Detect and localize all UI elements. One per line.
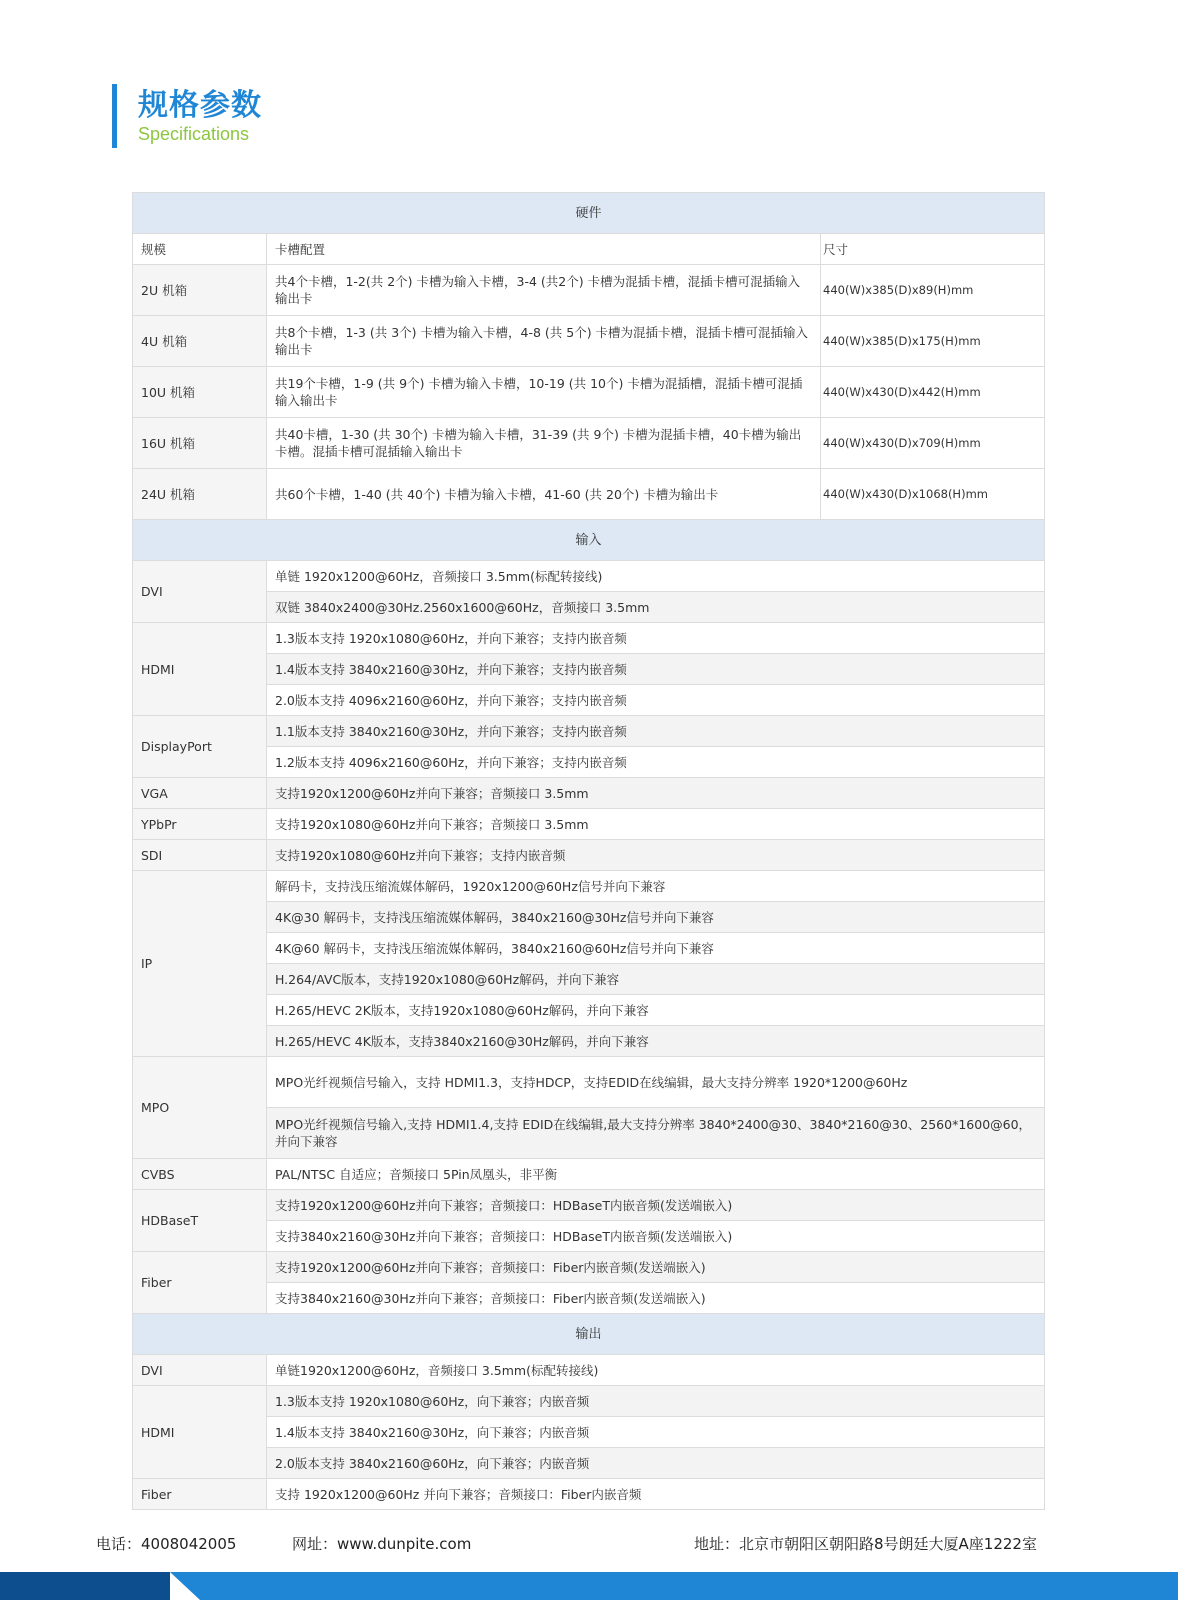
table-row — [133, 1283, 1045, 1314]
col-size: 尺寸 — [821, 234, 1045, 265]
slot-config: 共40卡槽，1-30 (共 30个) 卡槽为输入卡槽，31-39 (共 9个) 卡槽为混插卡槽，40卡槽为输出卡槽。混插卡槽可混插输入输出卡 — [267, 418, 821, 469]
table-row — [133, 778, 1045, 809]
chassis-size: 440(W)x430(D)x1068(H)mm — [821, 469, 1045, 520]
table-row — [133, 964, 1045, 995]
interface-spec: 4K@30 解码卡，支持浅压缩流媒体解码，3840x2160@30Hz信号并向下兼容 — [267, 902, 1045, 933]
slot-config: 共19个卡槽，1-9 (共 9个) 卡槽为输入卡槽，10-19 (共 10个) 卡槽为混插槽，混插卡槽可混插输入输出卡 — [267, 367, 821, 418]
chassis-name: 16U 机箱 — [133, 418, 267, 469]
page-title: 规格参数 — [138, 88, 262, 123]
chassis-size: 440(W)x385(D)x89(H)mm — [821, 265, 1045, 316]
footer-phone: 电话：4008042005 — [96, 1535, 237, 1553]
section-title: 硬件 — [133, 193, 1045, 234]
interface-spec: H.264/AVC版本，支持1920x1080@60Hz解码，并向下兼容 — [267, 964, 1045, 995]
table-row — [133, 469, 1045, 520]
interface-spec: 1.4版本支持 3840x2160@30Hz，并向下兼容；支持内嵌音频 — [267, 654, 1045, 685]
interface-spec: 1.2版本支持 4096x2160@60Hz，并向下兼容；支持内嵌音频 — [267, 747, 1045, 778]
table-row — [133, 1386, 1045, 1417]
footer-address: 地址：北京市朝阳区朝阳路8号朗廷大厦A座1222室 — [694, 1535, 1037, 1553]
interface-name: YPbPr — [133, 809, 267, 840]
section-title: 输出 — [133, 1314, 1045, 1355]
table-row — [133, 1221, 1045, 1252]
table-row — [133, 840, 1045, 871]
table-row — [133, 1355, 1045, 1386]
footer-band-dark — [0, 1572, 170, 1600]
interface-name: SDI — [133, 840, 267, 871]
interface-name: MPO — [133, 1057, 267, 1159]
table-row — [133, 685, 1045, 716]
interface-spec: 支持3840x2160@30Hz并向下兼容；音频接口：HDBaseT内嵌音频(发送端嵌入) — [267, 1221, 1045, 1252]
section-title: 输入 — [133, 520, 1045, 561]
interface-name: CVBS — [133, 1159, 267, 1190]
interface-name: DVI — [133, 561, 267, 623]
footer-website: 网址：www.dunpite.com — [292, 1535, 472, 1553]
title-accent-bar — [112, 84, 117, 148]
interface-spec: 支持1920x1200@60Hz并向下兼容；音频接口：Fiber内嵌音频(发送端嵌入) — [267, 1252, 1045, 1283]
interface-spec: 2.0版本支持 4096x2160@60Hz，并向下兼容；支持内嵌音频 — [267, 685, 1045, 716]
interface-name: VGA — [133, 778, 267, 809]
interface-spec: 1.4版本支持 3840x2160@30Hz，向下兼容；内嵌音频 — [267, 1417, 1045, 1448]
interface-spec: MPO光纤视频信号输入，支持 HDMI1.3，支持HDCP，支持EDID在线编辑，最大支持分辨率 1920*1200@60Hz — [267, 1057, 1045, 1108]
table-row — [133, 316, 1045, 367]
table-row — [133, 933, 1045, 964]
interface-name: DVI — [133, 1355, 267, 1386]
chassis-size: 440(W)x385(D)x175(H)mm — [821, 316, 1045, 367]
table-row — [133, 747, 1045, 778]
section-output — [133, 1314, 1045, 1355]
interface-name: Fiber — [133, 1479, 267, 1510]
table-row — [133, 902, 1045, 933]
table-row — [133, 561, 1045, 592]
interface-spec: H.265/HEVC 4K版本，支持3840x2160@30Hz解码，并向下兼容 — [267, 1026, 1045, 1057]
interface-spec: MPO光纤视频信号输入,支持 HDMI1.4,支持 EDID在线编辑,最大支持分辨率 3840*2400@30、3840*2160@30、2560*1600@60，并向下兼容 — [267, 1108, 1045, 1159]
interface-spec: 解码卡，支持浅压缩流媒体解码，1920x1200@60Hz信号并向下兼容 — [267, 871, 1045, 902]
table-row — [133, 418, 1045, 469]
chassis-size: 440(W)x430(D)x709(H)mm — [821, 418, 1045, 469]
interface-spec: 单链1920x1200@60Hz，音频接口 3.5mm(标配转接线) — [267, 1355, 1045, 1386]
slot-config: 共8个卡槽，1-3 (共 3个) 卡槽为输入卡槽，4-8 (共 5个) 卡槽为混插卡槽，混插卡槽可混插输入输出卡 — [267, 316, 821, 367]
footer-band-divider — [170, 1572, 200, 1600]
slot-config: 共4个卡槽，1-2(共 2个) 卡槽为输入卡槽，3-4 (共2个) 卡槽为混插卡槽，混插卡槽可混插输入输出卡 — [267, 265, 821, 316]
table-row — [133, 592, 1045, 623]
table-row — [133, 1057, 1045, 1108]
table-row — [133, 1159, 1045, 1190]
table-row — [133, 1417, 1045, 1448]
chassis-name: 24U 机箱 — [133, 469, 267, 520]
table-row — [133, 1190, 1045, 1221]
chassis-size: 440(W)x430(D)x442(H)mm — [821, 367, 1045, 418]
page-subtitle: Specifications — [138, 124, 250, 144]
table-row — [133, 995, 1045, 1026]
interface-spec: 1.3版本支持 1920x1080@60Hz，并向下兼容；支持内嵌音频 — [267, 623, 1045, 654]
interface-spec: 1.3版本支持 1920x1080@60Hz，向下兼容；内嵌音频 — [267, 1386, 1045, 1417]
interface-name: Fiber — [133, 1252, 267, 1314]
chassis-name: 10U 机箱 — [133, 367, 267, 418]
table-row — [133, 1108, 1045, 1159]
table-row — [133, 1026, 1045, 1057]
table-row — [133, 1448, 1045, 1479]
interface-spec: 支持3840x2160@30Hz并向下兼容；音频接口：Fiber内嵌音频(发送端嵌入) — [267, 1283, 1045, 1314]
interface-name: HDMI — [133, 1386, 267, 1479]
interface-spec: H.265/HEVC 2K版本，支持1920x1080@60Hz解码，并向下兼容 — [267, 995, 1045, 1026]
interface-spec: 双链 3840x2400@30Hz.2560x1600@60Hz，音频接口 3.5mm — [267, 592, 1045, 623]
interface-spec: 支持 1920x1200@60Hz 并向下兼容；音频接口：Fiber内嵌音频 — [267, 1479, 1045, 1510]
chassis-name: 2U 机箱 — [133, 265, 267, 316]
table-row — [133, 871, 1045, 902]
table-row — [133, 265, 1045, 316]
spec-table — [132, 192, 1045, 1510]
interface-spec: 单链 1920x1200@60Hz，音频接口 3.5mm(标配转接线) — [267, 561, 1045, 592]
table-row — [133, 809, 1045, 840]
interface-name: IP — [133, 871, 267, 1057]
interface-spec: PAL/NTSC 自适应；音频接口 5Pin凤凰头，非平衡 — [267, 1159, 1045, 1190]
table-row — [133, 623, 1045, 654]
section-hardware — [133, 193, 1045, 234]
interface-spec: 支持1920x1200@60Hz并向下兼容；音频接口：HDBaseT内嵌音频(发送端嵌入) — [267, 1190, 1045, 1221]
table-row — [133, 716, 1045, 747]
interface-spec: 支持1920x1080@60Hz并向下兼容；支持内嵌音频 — [267, 840, 1045, 871]
col-scale: 规模 — [133, 234, 267, 265]
interface-spec: 4K@60 解码卡，支持浅压缩流媒体解码，3840x2160@60Hz信号并向下兼容 — [267, 933, 1045, 964]
table-row — [133, 654, 1045, 685]
table-row — [133, 1252, 1045, 1283]
col-config: 卡槽配置 — [267, 234, 821, 265]
hardware-header-row — [133, 234, 1045, 265]
slot-config: 共60个卡槽，1-40 (共 40个) 卡槽为输入卡槽，41-60 (共 20个) 卡槽为输出卡 — [267, 469, 821, 520]
interface-name: DisplayPort — [133, 716, 267, 778]
interface-name: HDMI — [133, 623, 267, 716]
interface-spec: 支持1920x1200@60Hz并向下兼容；音频接口 3.5mm — [267, 778, 1045, 809]
table-row — [133, 1479, 1045, 1510]
chassis-name: 4U 机箱 — [133, 316, 267, 367]
interface-spec: 1.1版本支持 3840x2160@30Hz，并向下兼容；支持内嵌音频 — [267, 716, 1045, 747]
section-input — [133, 520, 1045, 561]
interface-spec: 2.0版本支持 3840x2160@60Hz，向下兼容；内嵌音频 — [267, 1448, 1045, 1479]
interface-spec: 支持1920x1080@60Hz并向下兼容；音频接口 3.5mm — [267, 809, 1045, 840]
interface-name: HDBaseT — [133, 1190, 267, 1252]
table-row — [133, 367, 1045, 418]
